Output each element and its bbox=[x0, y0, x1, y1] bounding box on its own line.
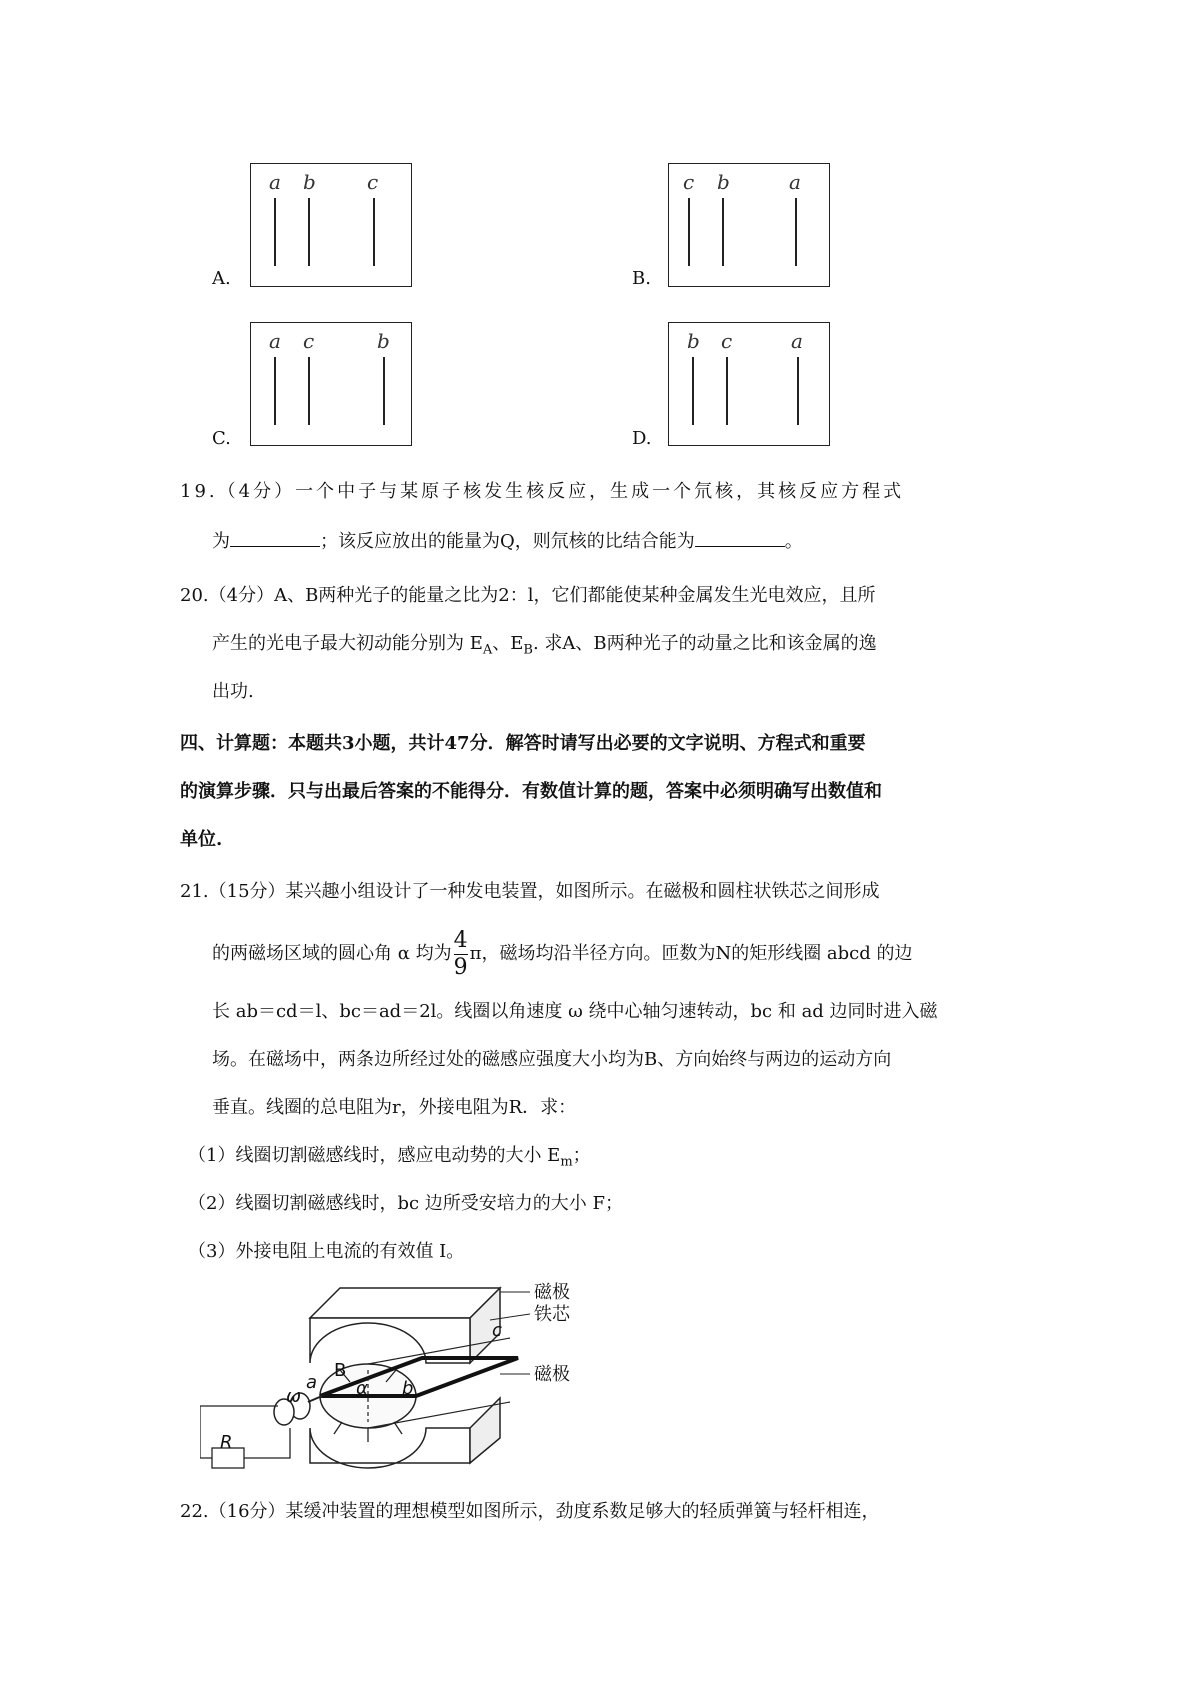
q19-text: ；该反应放出的能量为Q，则氘核的比结合能为 bbox=[320, 531, 695, 552]
label-a: a bbox=[306, 1372, 318, 1393]
option-d-label: D. bbox=[632, 428, 652, 449]
q20-text: . 求A、B两种光子的动量之比和该金属的逸 bbox=[532, 633, 877, 654]
q21-text: π，磁场均沿半径方向。匝数为N的矩形线圈 abcd 的边 bbox=[469, 943, 913, 964]
answer-blank bbox=[230, 528, 320, 547]
q21-text: ； bbox=[572, 1145, 591, 1166]
spectral-line bbox=[308, 357, 310, 425]
line-label: b bbox=[687, 329, 700, 353]
q21-line2 bbox=[212, 924, 913, 984]
q22-line1: 22.（16分）某缓冲装置的理想模型如图所示，劲度系数足够大的轻质弹簧与轻杆相连， bbox=[180, 1501, 880, 1522]
line-label: c bbox=[367, 170, 379, 194]
label-magnet-pole-top: 磁极 bbox=[534, 1282, 570, 1303]
q21-text: （1）线圈切割磁感线时，感应电动势的大小 E bbox=[188, 1145, 561, 1166]
subscript: B bbox=[523, 642, 533, 658]
option-a-diagram bbox=[250, 163, 412, 287]
q19-line1: 19.（4分）一个中子与某原子核发生核反应，生成一个氘核，其核反应方程式 bbox=[180, 481, 905, 502]
spectral-line bbox=[373, 198, 375, 266]
spectral-line bbox=[797, 357, 799, 425]
label-R: R bbox=[220, 1432, 233, 1453]
q21-line5: 垂直。线圈的总电阻为r，外接电阻为R．求： bbox=[212, 1097, 577, 1118]
q20-text: 、E bbox=[492, 633, 524, 654]
q19-line2 bbox=[212, 528, 803, 554]
q21-line1: 21.（15分）某兴趣小组设计了一种发电装置，如图所示。在磁极和圆柱状铁芯之间形成 bbox=[180, 881, 880, 902]
q20-line3: 出功. bbox=[212, 681, 254, 702]
option-c-label: C. bbox=[212, 428, 231, 449]
subscript: A bbox=[482, 642, 493, 658]
fraction-denominator: 9 bbox=[453, 954, 468, 980]
line-label: a bbox=[269, 170, 281, 194]
line-label: c bbox=[721, 329, 733, 353]
spectral-line bbox=[274, 198, 276, 266]
generator-figure bbox=[200, 1278, 580, 1478]
line-label: b bbox=[303, 170, 316, 194]
option-c-diagram bbox=[250, 322, 412, 446]
label-omega: ω bbox=[286, 1386, 302, 1407]
section4-line2: 的演算步骤．只与出最后答案的不能得分．有数值计算的题，答案中必须明确写出数值和 bbox=[180, 781, 882, 802]
line-label: b bbox=[717, 170, 730, 194]
label-b: b bbox=[402, 1378, 414, 1399]
section4-line1: 四、计算题：本题共3小题，共计47分．解答时请写出必要的文字说明、方程式和重要 bbox=[180, 733, 866, 754]
spectral-line bbox=[692, 357, 694, 425]
spectral-line bbox=[795, 198, 797, 266]
line-label: a bbox=[269, 329, 281, 353]
label-alpha: α bbox=[356, 1378, 368, 1399]
line-label: a bbox=[791, 329, 803, 353]
spectral-line bbox=[688, 198, 690, 266]
q20-text: 产生的光电子最大初动能分别为 E bbox=[212, 633, 483, 654]
answer-blank bbox=[695, 528, 785, 547]
label-iron-core: 铁芯 bbox=[534, 1304, 570, 1325]
q21-sub3: （3）外接电阻上电流的有效值 I。 bbox=[188, 1241, 465, 1262]
q20-line1: 20.（4分）A、B两种光子的能量之比为2：l，它们都能使某种金属发生光电效应，且所 bbox=[180, 585, 876, 606]
line-label: b bbox=[377, 329, 390, 353]
line-label: a bbox=[789, 170, 801, 194]
q21-sub1 bbox=[188, 1144, 591, 1175]
option-b-label: B. bbox=[632, 268, 651, 289]
line-label: c bbox=[303, 329, 315, 353]
q21-sub2: （2）线圈切割磁感线时，bc 边所受安培力的大小 F； bbox=[188, 1193, 623, 1214]
q20-line2 bbox=[212, 632, 877, 663]
spectral-line bbox=[308, 198, 310, 266]
option-a-label: A. bbox=[212, 268, 231, 289]
section4-line3: 单位. bbox=[180, 829, 223, 850]
q21-line3: 长 ab＝cd＝l、bc＝ad＝2l。线圈以角速度 ω 绕中心轴匀速转动，bc 和 ad 边同时进入磁 bbox=[212, 1001, 938, 1022]
q19-text: 。 bbox=[784, 531, 803, 552]
q19-text: 为 bbox=[212, 531, 230, 552]
spectral-line bbox=[383, 357, 385, 425]
subscript: m bbox=[560, 1154, 573, 1170]
option-b-diagram bbox=[668, 163, 830, 287]
spectral-line bbox=[722, 198, 724, 266]
spectral-line bbox=[274, 357, 276, 425]
q21-line4: 场。在磁场中，两条边所经过处的磁感应强度大小均为B、方向始终与两边的运动方向 bbox=[212, 1049, 892, 1070]
fraction-numerator: 4 bbox=[453, 927, 468, 953]
fraction bbox=[454, 928, 468, 981]
label-magnet-pole-bottom: 磁极 bbox=[534, 1364, 570, 1385]
q21-text: 的两磁场区域的圆心角 α 均为 bbox=[212, 943, 452, 964]
line-label: c bbox=[683, 170, 695, 194]
label-B: B bbox=[334, 1360, 347, 1381]
label-c: c bbox=[492, 1320, 502, 1341]
option-d-diagram bbox=[668, 322, 830, 446]
spectral-line bbox=[726, 357, 728, 425]
